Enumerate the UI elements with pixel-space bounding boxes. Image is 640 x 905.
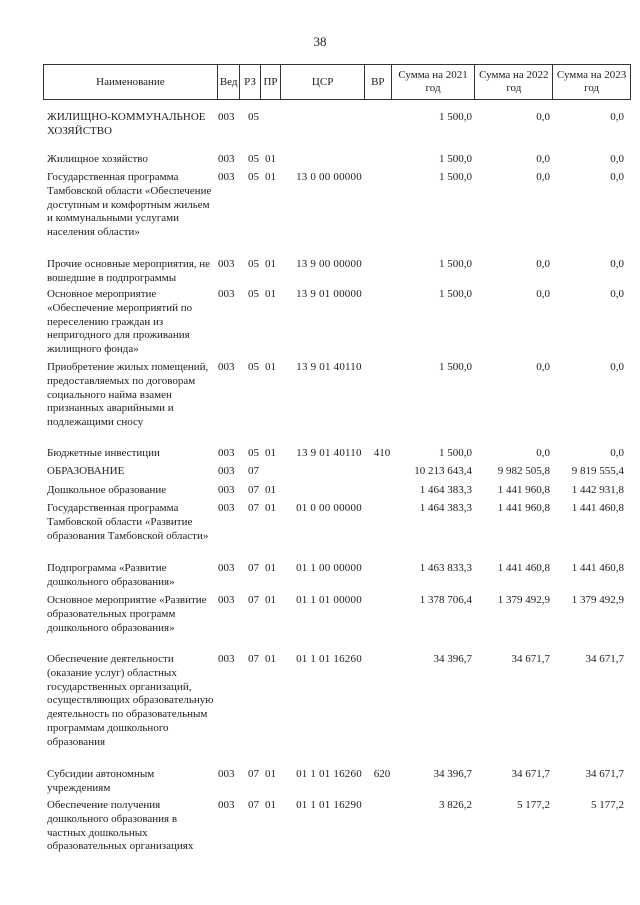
- row-ved: 003: [218, 799, 235, 811]
- row-pr: 01: [265, 484, 276, 496]
- header-name: Наименование: [44, 65, 218, 100]
- row-ved: 003: [218, 594, 235, 606]
- row-ved: 003: [218, 447, 235, 459]
- row-sum-2023: 0,0: [610, 171, 624, 183]
- row-pr: 01: [265, 447, 276, 459]
- row-pr: 01: [265, 799, 276, 811]
- row-sum-2022: 34 671,7: [511, 768, 550, 780]
- row-csr: 01 1 00 00000: [296, 562, 362, 574]
- row-sum-2023: 1 442 931,8: [571, 484, 624, 496]
- row-sum-2023: 9 819 555,4: [571, 465, 624, 477]
- row-sum-2022: 5 177,2: [517, 799, 550, 811]
- row-sum-2022: 0,0: [536, 111, 550, 123]
- row-sum-2022: 0,0: [536, 447, 550, 459]
- row-vr: 620: [373, 768, 391, 780]
- row-rz: 05: [248, 111, 259, 123]
- row-sum-2021: 1 500,0: [439, 288, 472, 300]
- row-sum-2022: 1 441 960,8: [497, 484, 550, 496]
- row-csr: 13 9 01 40110: [296, 447, 362, 459]
- row-csr: 13 9 01 40110: [296, 361, 362, 373]
- header-sum-2023: Сумма на 2023 год: [553, 65, 631, 100]
- row-name: Дошкольное образование: [47, 484, 167, 496]
- row-rz: 07: [248, 653, 259, 665]
- row-sum-2022: 0,0: [536, 153, 550, 165]
- row-sum-2023: 0,0: [610, 258, 624, 270]
- row-sum-2021: 3 826,2: [439, 799, 472, 811]
- row-sum-2021: 1 500,0: [439, 111, 472, 123]
- row-pr: 01: [265, 562, 276, 574]
- row-pr: 01: [265, 361, 276, 373]
- row-rz: 05: [248, 153, 259, 165]
- row-pr: 01: [265, 653, 276, 665]
- row-sum-2023: 0,0: [610, 447, 624, 459]
- row-ved: 003: [218, 653, 235, 665]
- row-pr: 01: [265, 768, 276, 780]
- row-name: Жилищное хозяйство: [47, 153, 148, 165]
- row-rz: 07: [248, 484, 259, 496]
- row-csr: 01 1 01 00000: [296, 594, 362, 606]
- row-sum-2021: 1 378 706,4: [419, 594, 472, 606]
- row-rz: 07: [248, 768, 259, 780]
- row-rz: 05: [248, 447, 259, 459]
- row-name: ЖИЛИЩНО-КОММУНАЛЬНОЕ ХОЗЯЙСТВО: [47, 111, 206, 137]
- row-rz: 05: [248, 258, 259, 270]
- row-rz: 07: [248, 594, 259, 606]
- row-rz: 07: [248, 502, 259, 514]
- row-sum-2021: 1 500,0: [439, 447, 472, 459]
- row-sum-2022: 0,0: [536, 288, 550, 300]
- row-name: Государственная программа Тамбовской области «Развитие образования Тамбовской области»: [47, 502, 209, 542]
- row-rz: 07: [248, 562, 259, 574]
- header-pr: ПР: [260, 65, 280, 100]
- row-csr: 01 1 01 16260: [296, 768, 362, 780]
- row-sum-2022: 9 982 505,8: [497, 465, 550, 477]
- row-name: ОБРАЗОВАНИЕ: [47, 465, 125, 477]
- row-rz: 05: [248, 171, 259, 183]
- row-sum-2021: 34 396,7: [433, 768, 472, 780]
- row-pr: 01: [265, 502, 276, 514]
- row-pr: 01: [265, 258, 276, 270]
- row-ved: 003: [218, 465, 235, 477]
- row-sum-2022: 0,0: [536, 361, 550, 373]
- row-sum-2023: 34 671,7: [585, 768, 624, 780]
- row-csr: 13 9 01 00000: [296, 288, 362, 300]
- row-ved: 003: [218, 562, 235, 574]
- row-csr: 13 9 00 00000: [296, 258, 362, 270]
- row-pr: 01: [265, 594, 276, 606]
- row-sum-2023: 0,0: [610, 111, 624, 123]
- row-sum-2022: 1 441 960,8: [497, 502, 550, 514]
- row-name: Подпрограмма «Развитие дошкольного образования»: [47, 562, 175, 588]
- row-name: Государственная программа Тамбовской области «Обеспечение доступным и комфортным жильем и коммунальными услугами населения области»: [47, 171, 212, 239]
- row-csr: 01 0 00 00000: [296, 502, 362, 514]
- row-csr: 13 0 00 00000: [296, 171, 362, 183]
- row-sum-2021: 1 500,0: [439, 258, 472, 270]
- row-sum-2023: 1 441 460,8: [571, 562, 624, 574]
- row-sum-2023: 0,0: [610, 361, 624, 373]
- row-rz: 07: [248, 799, 259, 811]
- header-csr: ЦСР: [281, 65, 365, 100]
- header-sum-2022: Сумма на 2022 год: [475, 65, 553, 100]
- row-sum-2023: 5 177,2: [591, 799, 624, 811]
- row-rz: 05: [248, 288, 259, 300]
- row-pr: 01: [265, 171, 276, 183]
- row-name: Бюджетные инвестиции: [47, 447, 160, 459]
- row-sum-2021: 34 396,7: [433, 653, 472, 665]
- row-rz: 07: [248, 465, 259, 477]
- row-ved: 003: [218, 153, 235, 165]
- row-name: Обеспечение получения дошкольного образования в частных дошкольных образовательных организациях: [47, 799, 194, 853]
- row-sum-2022: 34 671,7: [511, 653, 550, 665]
- row-sum-2023: 1 441 460,8: [571, 502, 624, 514]
- row-sum-2023: 0,0: [610, 288, 624, 300]
- row-sum-2021: 1 500,0: [439, 361, 472, 373]
- row-sum-2021: 1 500,0: [439, 153, 472, 165]
- row-ved: 003: [218, 288, 235, 300]
- row-sum-2021: 1 464 383,3: [419, 502, 472, 514]
- row-pr: 01: [265, 288, 276, 300]
- row-ved: 003: [218, 258, 235, 270]
- row-sum-2023: 34 671,7: [585, 653, 624, 665]
- row-name: Субсидии автономным учреждениям: [47, 768, 155, 794]
- row-name: Приобретение жилых помещений, предоставляемых по договорам социального найма взамен признанных аварийными и подлежащими сносу: [47, 361, 209, 429]
- header-rz: РЗ: [240, 65, 260, 100]
- row-name: Основное мероприятие «Обеспечение мероприятий по переселению граждан из непригодного для проживания жилищного фонда»: [47, 288, 193, 356]
- row-sum-2023: 0,0: [610, 153, 624, 165]
- row-rz: 05: [248, 361, 259, 373]
- row-sum-2021: 1 500,0: [439, 171, 472, 183]
- row-ved: 003: [218, 361, 235, 373]
- row-vr: 410: [373, 447, 391, 459]
- row-sum-2021: 1 463 833,3: [419, 562, 472, 574]
- page-number: 38: [313, 34, 327, 49]
- header-sum-2021: Сумма на 2021 год: [391, 65, 475, 100]
- row-sum-2023: 1 379 492,9: [571, 594, 624, 606]
- row-ved: 003: [218, 111, 235, 123]
- row-sum-2021: 1 464 383,3: [419, 484, 472, 496]
- row-sum-2022: 1 441 460,8: [497, 562, 550, 574]
- header-ved: Вед: [217, 65, 239, 100]
- row-name: Прочие основные мероприятия, не вошедшие в подпрограммы: [47, 258, 211, 284]
- row-csr: 01 1 01 16290: [296, 799, 362, 811]
- row-ved: 003: [218, 768, 235, 780]
- row-name: Обеспечение деятельности (оказание услуг) областных государственных организаций, осуществляющих образовательную деятельность по образовательным программам дошкольного образования: [47, 653, 214, 748]
- header-vr: ВР: [365, 65, 392, 100]
- row-csr: 01 1 01 16260: [296, 653, 362, 665]
- row-ved: 003: [218, 484, 235, 496]
- row-name: Основное мероприятие «Развитие образовательных программ дошкольного образования»: [47, 594, 207, 634]
- row-ved: 003: [218, 502, 235, 514]
- row-sum-2022: 1 379 492,9: [497, 594, 550, 606]
- row-sum-2022: 0,0: [536, 258, 550, 270]
- row-sum-2022: 0,0: [536, 171, 550, 183]
- row-ved: 003: [218, 171, 235, 183]
- table-header: [43, 64, 631, 100]
- row-pr: 01: [265, 153, 276, 165]
- row-sum-2021: 10 213 643,4: [414, 465, 472, 477]
